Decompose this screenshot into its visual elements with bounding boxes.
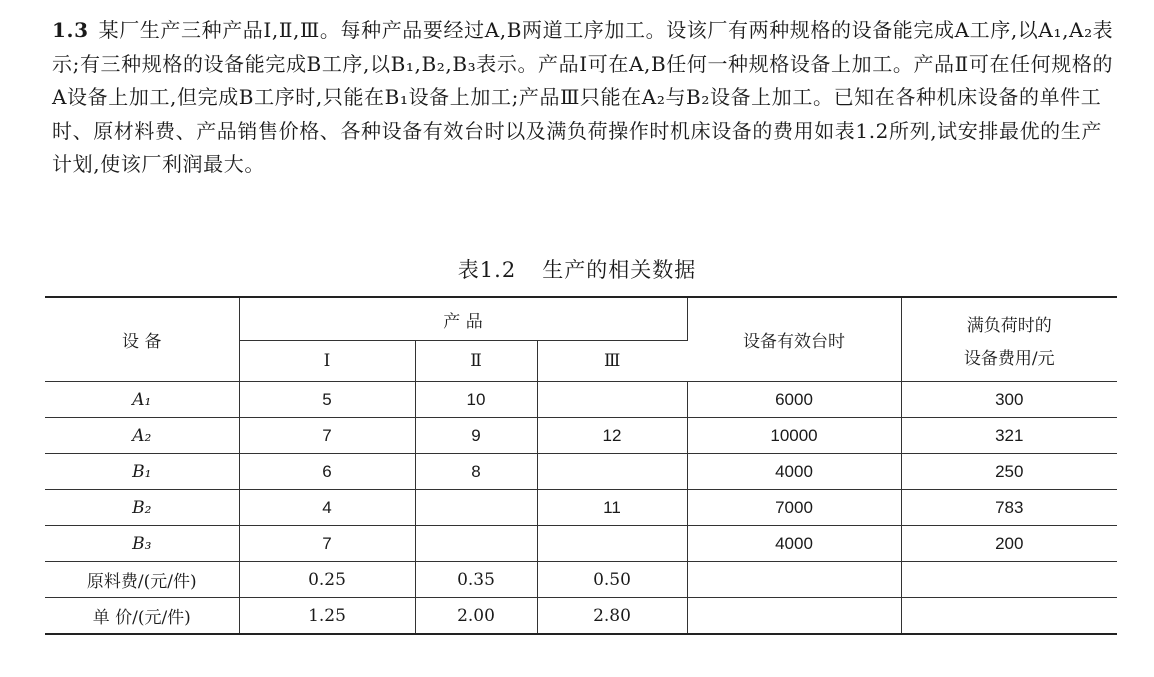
unit-price-label: 单 价/(元/件) — [45, 598, 239, 635]
problem-text: 某厂生产三种产品Ⅰ,Ⅱ,Ⅲ。每种产品要经过A,B两道工序加工。设该厂有两种规格的设备能完成A工序,以A₁,A₂表示;有三种规格的设备能完成B工序,以B₁,B₂,B₃表示。产品Ⅰ可在A,B任何一种规格设备上加工。产品Ⅱ可在任何规格的A设备上加工,但完成B工序时,只能在B₁设备上加工;产品Ⅲ只能在A₂与B₂设备上加工。已知在各种机床设备的单件工时、原材料费、产品销售价格、各种设备有效台时以及满负荷操作时机床设备的费用如表1.2所列,试安排最优的生产计划,使该厂利润最大。 — [52, 18, 1114, 176]
cell-product-1: 4 — [239, 490, 415, 526]
header-hours: 设备有效台时 — [687, 297, 901, 382]
cell-cost: 321 — [901, 418, 1117, 454]
cell-cost: 200 — [901, 526, 1117, 562]
cell-product-2: 2.00 — [415, 598, 537, 635]
table-header-row — [45, 297, 1117, 341]
cell-product-3: 11 — [537, 490, 687, 526]
cell-product-3: 2.80 — [537, 598, 687, 635]
cell-hours: 7000 — [687, 490, 901, 526]
cell-hours: 10000 — [687, 418, 901, 454]
cell-hours: 4000 — [687, 454, 901, 490]
table-caption-title: 生产的相关数据 — [542, 258, 697, 282]
header-equipment: 设 备 — [45, 297, 239, 382]
table-row — [45, 526, 1117, 562]
cell-product-3 — [537, 382, 687, 418]
unit-price-row — [45, 598, 1117, 635]
cell-product-1: 5 — [239, 382, 415, 418]
header-products: 产 品 — [239, 297, 687, 341]
material-cost-label: 原料费/(元/件) — [45, 562, 239, 598]
cell-cost: 783 — [901, 490, 1117, 526]
problem-statement — [52, 14, 1118, 182]
cell-product-3: 0.50 — [537, 562, 687, 598]
table-row — [45, 418, 1117, 454]
cell-product-1: 6 — [239, 454, 415, 490]
cell-product-3 — [537, 454, 687, 490]
header-cost — [901, 297, 1117, 382]
header-cost-line2: 设备费用/元 — [963, 348, 1055, 369]
cell-product-1: 7 — [239, 418, 415, 454]
cell-product-3 — [537, 526, 687, 562]
row-label: B₃ — [45, 526, 239, 562]
cell-product-2: 10 — [415, 382, 537, 418]
table-row — [45, 454, 1117, 490]
cell-hours: 6000 — [687, 382, 901, 418]
table-caption — [0, 254, 1154, 284]
cell-hours: 4000 — [687, 526, 901, 562]
cell-product-3: 12 — [537, 418, 687, 454]
header-cost-line1: 满负荷时的 — [966, 315, 1052, 336]
table-caption-number: 表1.2 — [457, 258, 517, 282]
row-label: B₂ — [45, 490, 239, 526]
row-label: A₁ — [45, 382, 239, 418]
cell-cost-empty — [901, 598, 1117, 635]
cell-cost: 250 — [901, 454, 1117, 490]
cell-hours-empty — [687, 562, 901, 598]
cell-product-2 — [415, 526, 537, 562]
cell-hours-empty — [687, 598, 901, 635]
cell-product-1: 7 — [239, 526, 415, 562]
cell-product-2: 0.35 — [415, 562, 537, 598]
cell-cost: 300 — [901, 382, 1117, 418]
header-product-2: Ⅱ — [415, 341, 537, 382]
row-label: A₂ — [45, 418, 239, 454]
cell-product-1: 0.25 — [239, 562, 415, 598]
cell-cost-empty — [901, 562, 1117, 598]
cell-product-2: 8 — [415, 454, 537, 490]
header-product-3: Ⅲ — [537, 341, 687, 382]
material-cost-row — [45, 562, 1117, 598]
cell-product-2: 9 — [415, 418, 537, 454]
row-label: B₁ — [45, 454, 239, 490]
cell-product-1: 1.25 — [239, 598, 415, 635]
table-row — [45, 490, 1117, 526]
cell-product-2 — [415, 490, 537, 526]
header-product-1: Ⅰ — [239, 341, 415, 382]
problem-number: 1.3 — [52, 18, 89, 42]
data-table — [45, 296, 1117, 635]
table-row — [45, 382, 1117, 418]
